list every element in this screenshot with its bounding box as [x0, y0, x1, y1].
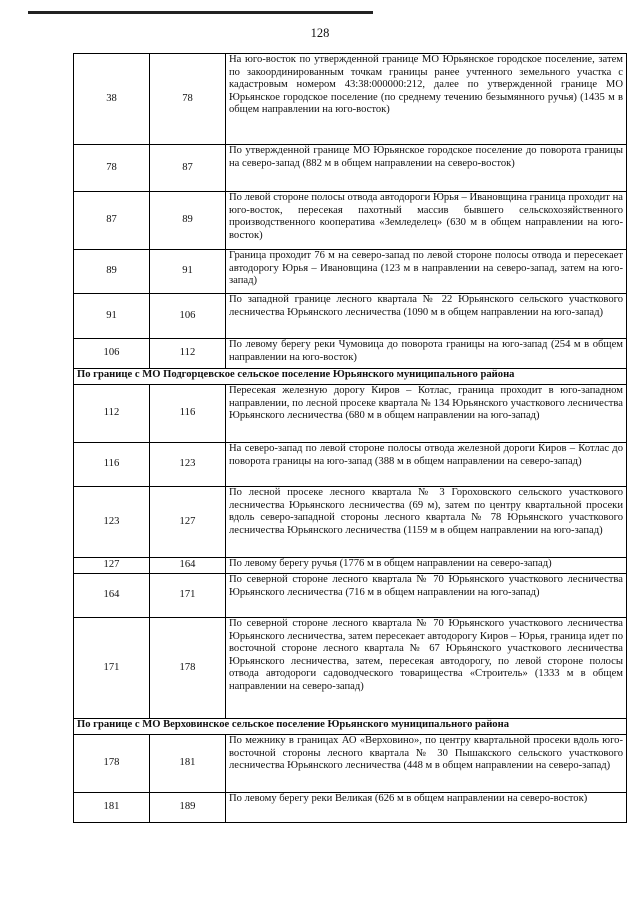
- section-header-row: [74, 719, 627, 735]
- table-row: [74, 145, 627, 192]
- to-point-cell: 171: [150, 574, 226, 618]
- to-point-cell: 116: [150, 385, 226, 443]
- to-point-cell: 181: [150, 735, 226, 793]
- table-row: [74, 192, 627, 250]
- section-header: По границе с МО Подгорцевское сельское поселение Юрьянского муниципального района: [74, 369, 627, 385]
- to-point-cell: 87: [150, 145, 226, 192]
- description-cell: По левому берегу реки Чумовица до поворота границы на юго-запад (254 м в общем направлении на юго-восток): [226, 339, 627, 369]
- table-row: [74, 558, 627, 574]
- description-cell: По северной стороне лесного квартала № 70 Юрьянского участкового лесничества Юрьянского лесничества, затем пересекает автодорогу Киров – Юрья, граница идет по восточной стороне лесного квартала № 67 Юрьянского участкового лесничества Юрьянского лесничества, затем, пересекая автодорогу, по левой стороне полосы отвода автодороги садоводческого товарищества «Строитель» (1333 м в общем направлении на северо-запад): [226, 618, 627, 719]
- from-point-cell: 112: [74, 385, 150, 443]
- section-header: По границе с МО Верховинское сельское поселение Юрьянского муниципального района: [74, 719, 627, 735]
- table-row: [74, 54, 627, 145]
- description-cell: На юго-восток по утвержденной границе МО Юрьянское городское поселение, затем по закоординированным точкам границы ранее учтенного земельного участка с кадастровым номером 43:38:000000:212, далее по утвержденной границе МО Юрьянское городское поселение (по среднему течению безымянного ручья) (1435 м в общем направлении на юго-восток): [226, 54, 627, 145]
- from-point-cell: 38: [74, 54, 150, 145]
- description-cell: По утвержденной границе МО Юрьянское городское поселение до поворота границы на северо-запад (882 м в общем направлении на северо-восток): [226, 145, 627, 192]
- to-point-cell: 164: [150, 558, 226, 574]
- table-row: [74, 385, 627, 443]
- page-number: 128: [310, 26, 330, 40]
- from-point-cell: 123: [74, 487, 150, 558]
- to-point-cell: 78: [150, 54, 226, 145]
- table-row: [74, 735, 627, 793]
- from-point-cell: 171: [74, 618, 150, 719]
- from-point-cell: 78: [74, 145, 150, 192]
- description-cell: Граница проходит 76 м на северо-запад по левой стороне полосы отвода и пересекает автодорогу Юрья – Ивановщина (123 м в направлении на северо-запад, затем на юго-запад): [226, 250, 627, 294]
- to-point-cell: 178: [150, 618, 226, 719]
- from-point-cell: 87: [74, 192, 150, 250]
- table-row: [74, 487, 627, 558]
- from-point-cell: 178: [74, 735, 150, 793]
- from-point-cell: 127: [74, 558, 150, 574]
- description-cell: Пересекая железную дорогу Киров – Котлас, граница проходит в юго-западном направлении, по лесной просеке квартала № 134 Юрьянского участкового лесничества Юрьянского лесничества (680 м в общем направлении на юго-запад): [226, 385, 627, 443]
- to-point-cell: 91: [150, 250, 226, 294]
- table-row: [74, 618, 627, 719]
- from-point-cell: 106: [74, 339, 150, 369]
- from-point-cell: 164: [74, 574, 150, 618]
- to-point-cell: 112: [150, 339, 226, 369]
- table-row: [74, 793, 627, 823]
- from-point-cell: 116: [74, 443, 150, 487]
- description-cell: По левому берегу реки Великая (626 м в общем направлении на северо-восток): [226, 793, 627, 823]
- table-row: [74, 339, 627, 369]
- to-point-cell: 123: [150, 443, 226, 487]
- description-cell: По лесной просеке лесного квартала № 3 Гороховского сельского участкового лесничества Юрьянского лесничества (69 м), затем по центру квартальной просеки вдоль северо-западной стороны лесного квартала № 78 Юрьянского участкового лесничества Юрьянского лесничества (1159 м в общем направлении на юго-запад): [226, 487, 627, 558]
- to-point-cell: 89: [150, 192, 226, 250]
- to-point-cell: 106: [150, 294, 226, 339]
- description-cell: На северо-запад по левой стороне полосы отвода железной дороги Киров – Котлас до поворота границы на юго-запад (388 м в общем направлении на северо-запад): [226, 443, 627, 487]
- from-point-cell: 89: [74, 250, 150, 294]
- description-cell: По западной границе лесного квартала № 22 Юрьянского сельского участкового лесничества Юрьянского лесничества (1090 м в общем направлении на юго-запад): [226, 294, 627, 339]
- to-point-cell: 189: [150, 793, 226, 823]
- from-point-cell: 91: [74, 294, 150, 339]
- boundary-table: [73, 53, 627, 823]
- description-cell: По левому берегу ручья (1776 м в общем направлении на северо-запад): [226, 558, 627, 574]
- table-row: [74, 294, 627, 339]
- description-cell: По северной стороне лесного квартала № 70 Юрьянского участкового лесничества Юрьянского лесничества (716 м в общем направлении на юго-запад): [226, 574, 627, 618]
- header-rule: [28, 11, 373, 14]
- to-point-cell: 127: [150, 487, 226, 558]
- from-point-cell: 181: [74, 793, 150, 823]
- table-row: [74, 574, 627, 618]
- table-row: [74, 443, 627, 487]
- table-row: [74, 250, 627, 294]
- description-cell: По межнику в границах АО «Верховино», по центру квартальной просеки вдоль юго-восточной стороны лесного квартала № 30 Пышакского сельского участкового лесничества Юрьянского лесничества (448 м в общем направлении на северо-запад): [226, 735, 627, 793]
- description-cell: По левой стороне полосы отвода автодороги Юрья – Ивановщина граница проходит на юго-восток, пересекая пахотный массив бывшего сельскохозяйственного производственного кооператива «Земледелец» (630 м в общем направлении на юго-восток): [226, 192, 627, 250]
- section-header-row: [74, 369, 627, 385]
